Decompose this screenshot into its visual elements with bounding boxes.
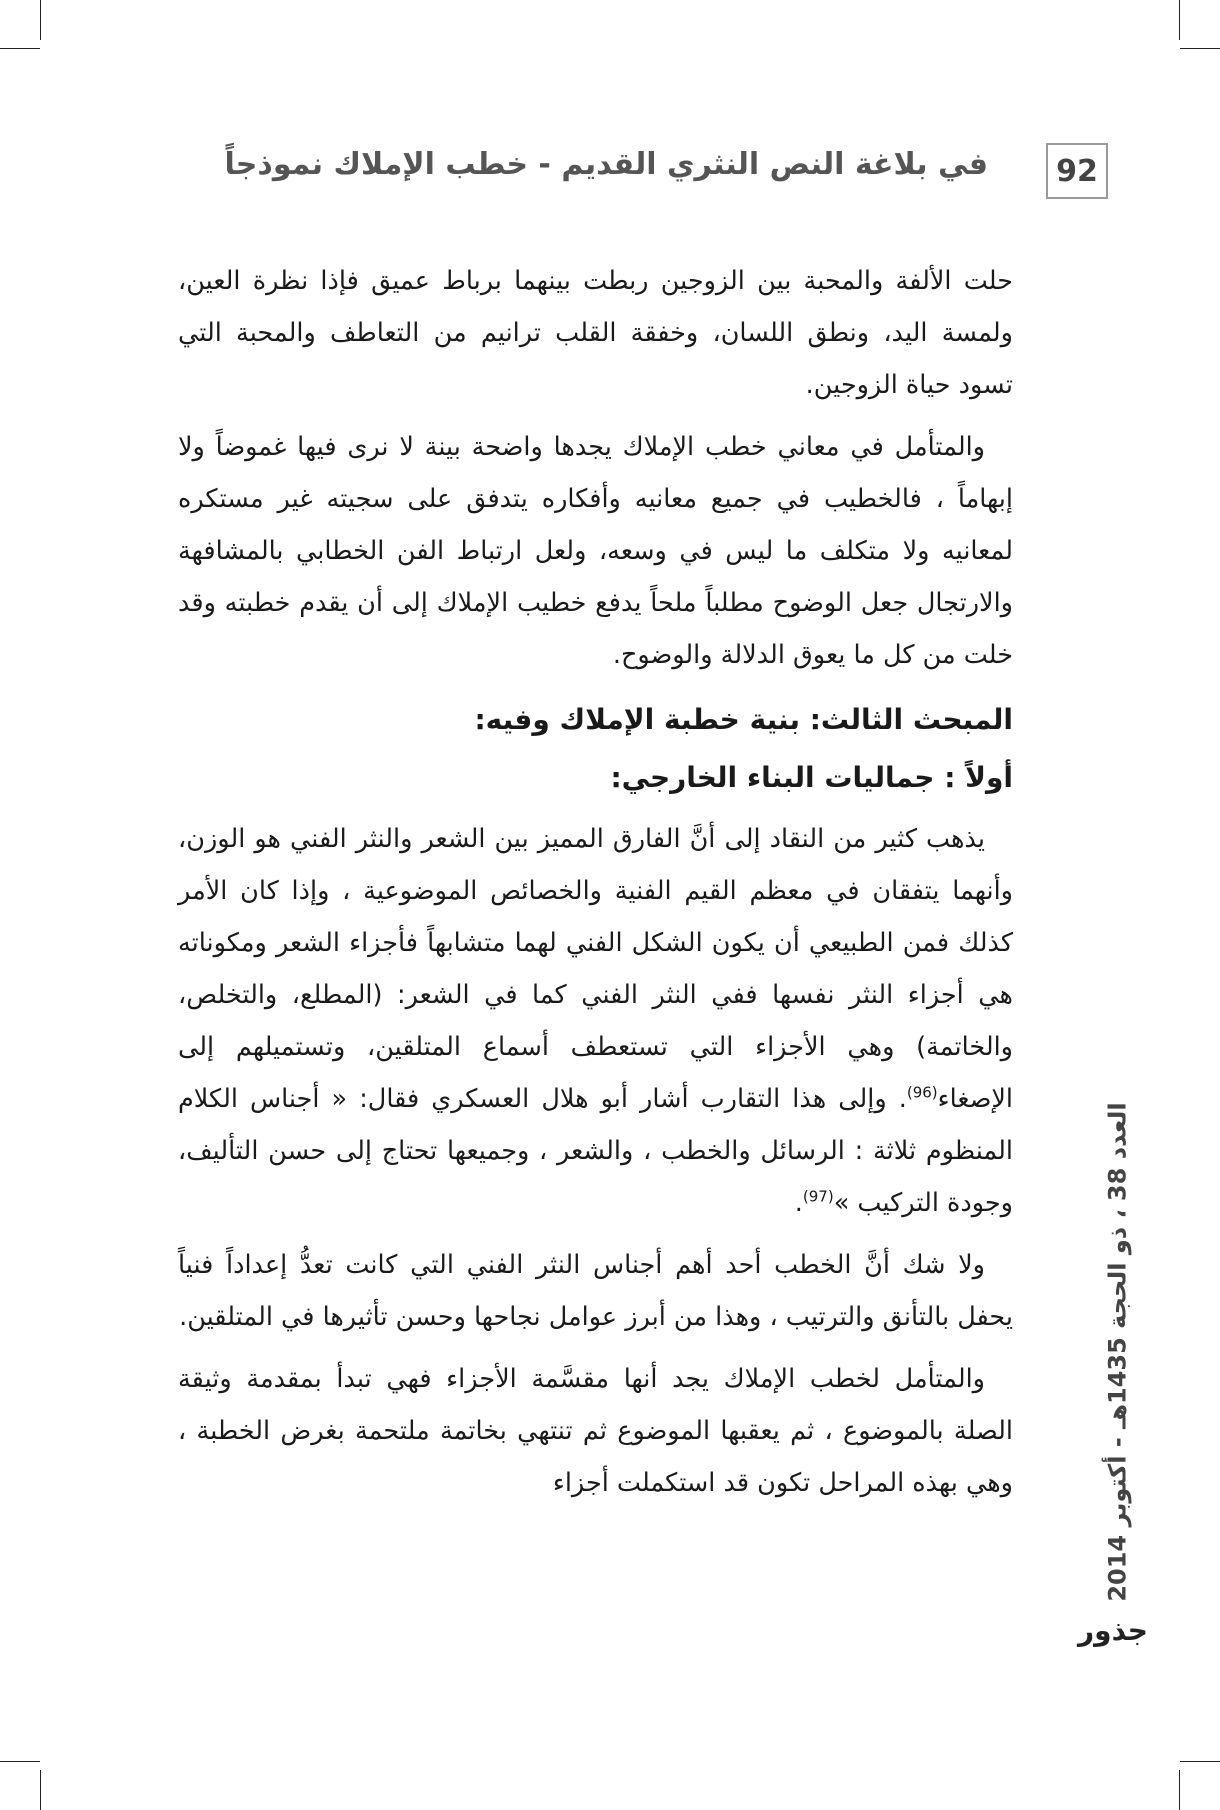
paragraph: والمتأمل لخطب الإملاك يجد أنها مقسَّمة الأجزاء فهي تبدأ بمقدمة وثيقة الصلة بالموضوع ، ثم يعقبها الموضوع ثم تنتهي بخاتمة ملتحمة بغرض الخطبة ، وهي بهذه المراحل تكون قد استكملت أجزاء xyxy=(178,1364,1013,1498)
crop-mark xyxy=(0,48,40,49)
paragraph: حلت الألفة والمحبة بين الزوجين ربطت بينهما برباط عميق فإذا نظرة العين، ولمسة اليد، ونطق اللسان، وخفقة القلب ترانيم من التعاطف والمحبة التي تسود حياة الزوجين. xyxy=(178,266,1013,400)
crop-mark xyxy=(0,1761,40,1762)
paragraph: والمتأمل في معاني خطب الإملاك يجدها واضحة بينة لا نرى فيها غموضاً ولا إبهاماً ، فالخطيب في جميع معانيه وأفكاره يتدفق على سجيته غير مستكره لمعانيه ولا متكلف ما ليس في وسعه، ولعل ارتباط الفن الخطابي بالمشافهة والارتجال جعل الوضوح مطلباً ملحاً يدفع خطيب الإملاك إلى أن يقدم خطبته وقد خلت من كل ما يعوق الدلالة والوضوح. xyxy=(178,432,1013,670)
crop-mark xyxy=(1180,48,1220,49)
section-heading: المبحث الثالث: بنية خطبة الإملاك وفيه: xyxy=(474,703,1013,736)
issue-label xyxy=(1094,1092,1142,1612)
crop-mark xyxy=(1180,1761,1220,1762)
crop-mark xyxy=(40,0,41,40)
crop-mark xyxy=(1179,1770,1180,1810)
issue-label-text: العدد 38 ، ذو الحجة 1435هـ - أكتوبر 2014 xyxy=(1104,1102,1132,1602)
paragraph: ولا شك أنَّ الخطب أحد أهم أجناس النثر الفني التي كانت تعدُّ إعداداً فنياً يحفل بالتأنق والترتيب ، وهذا من أبرز عوامل نجاحها وحسن تأثيرها في المتلقين. xyxy=(178,1250,1013,1332)
paragraph-text: . xyxy=(794,1188,803,1218)
crop-mark xyxy=(40,1770,41,1810)
footnote-ref: (97) xyxy=(802,1187,834,1206)
page-number: 92 xyxy=(1046,143,1108,199)
sub-heading: أولاً : جماليات البناء الخارجي: xyxy=(610,761,1013,794)
journal-logo: جذور xyxy=(1078,1614,1148,1647)
article-body xyxy=(178,255,1013,1519)
running-title: في بلاغة النص النثري القديم - خطب الإملاك نموذجاً xyxy=(224,147,988,182)
paragraph-text: . وإلى هذا التقارب أشار أبو هلال العسكري فقال: « أجناس الكلام المنظوم ثلاثة : الرسائل والخطب ، والشعر ، وجميعها تحتاج إلى حسن التأليف، وجودة التركيب » xyxy=(178,1084,1013,1218)
paragraph xyxy=(178,813,1013,1229)
footnote-ref: (96) xyxy=(906,1083,938,1102)
paragraph-text: يذهب كثير من النقاد إلى أنَّ الفارق المميز بين الشعر والنثر الفني هو الوزن، وأنهما يتفقان في معظم القيم الفنية والخصائص الموضوعية ، وإذا كان الأمر كذلك فمن الطبيعي أن يكون الشكل الفني لهما متشابهاً فأجزاء الشعر ومكوناته هي أجزاء النثر نفسها ففي النثر الفني كما في الشعر: (المطلع، والتخلص، والخاتمة) وهي الأجزاء التي تستعطف أسماع المتلقين، وتستميلهم إلى الإصغاء xyxy=(178,824,1013,1114)
crop-mark xyxy=(1179,0,1180,40)
